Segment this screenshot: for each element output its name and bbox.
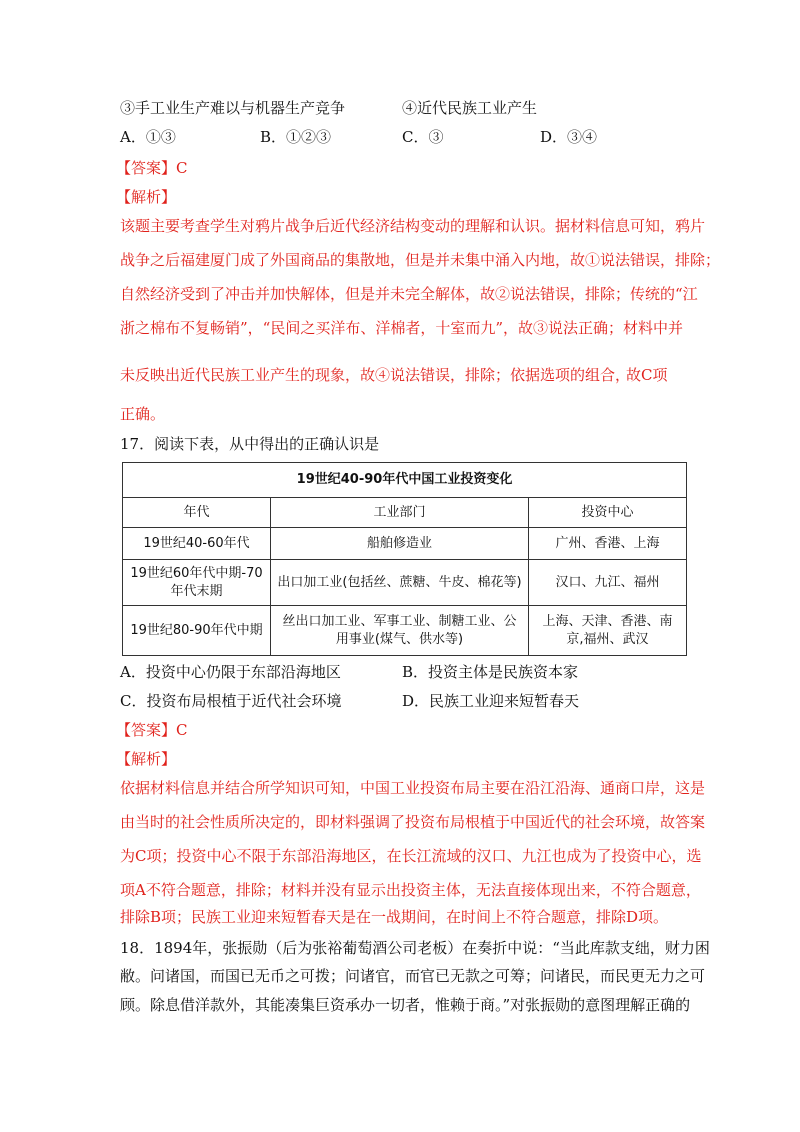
q17-option-b[interactable]: B．投资主体是民族资本家 — [402, 663, 579, 681]
q16-option-a[interactable]: A．①③ — [120, 128, 176, 146]
table-header-cell: 投资中心 — [529, 498, 687, 528]
table-cell: 上海、天津、香港、南京,福州、武汉 — [529, 606, 687, 656]
investment-table — [122, 462, 687, 656]
q18-stem-line: 18．1894年，张振勋（后为张裕葡萄酒公司老板）在奏折中说：“当此库款支绌，财力困 — [120, 939, 710, 957]
q16-item-3: ③手工业生产难以与机器生产竞争 — [120, 99, 346, 117]
table-row — [123, 560, 687, 606]
q16-analysis-line-tail: 故C项 — [626, 366, 668, 384]
table-row — [123, 606, 687, 656]
table-row — [123, 528, 687, 560]
table-cell: 19世纪40-60年代 — [123, 528, 271, 560]
q17-analysis-line: 为C项；投资中心不限于东部沿海地区，在长江流域的汉口、九江也成为了投资中心，选 — [120, 847, 702, 865]
q16-option-d[interactable]: D．③④ — [540, 128, 598, 146]
q17-analysis-line: 排除B项；民族工业迎来短暂春天是在一战期间，在时间上不符合题意，排除D项。 — [120, 908, 669, 926]
q16-answer: 【答案】C — [116, 159, 188, 177]
q17-stem: 17．阅读下表，从中得出的正确认识是 — [120, 435, 380, 453]
q16-option-c[interactable]: C．③ — [402, 128, 444, 146]
q18-stem-line: 顾。除息借洋款外，其能凑集巨资承办一切者，惟赖于商。”对张振勋的意图理解正确的 — [120, 996, 691, 1014]
q17-analysis-label: 【解析】 — [116, 750, 177, 768]
table-cell: 19世纪60年代中期-70年代末期 — [123, 560, 271, 606]
q17-answer: 【答案】C — [116, 721, 188, 739]
q16-analysis-line: 正确。 — [120, 405, 166, 423]
q17-option-d[interactable]: D．民族工业迎来短暂春天 — [402, 692, 580, 710]
table-header-cell: 工业部门 — [271, 498, 529, 528]
q17-option-c[interactable]: C．投资布局根植于近代社会环境 — [120, 692, 342, 710]
q17-option-a[interactable]: A．投资中心仍限于东部沿海地区 — [120, 663, 341, 681]
table-cell: 19世纪80-90年代中期 — [123, 606, 271, 656]
q17-analysis-line: 项A不符合题意，排除；材料并没有显示出投资主体，无法直接体现出来，不符合题意， — [120, 881, 701, 899]
q16-analysis-line: 浙之棉布不复畅销”，“民间之买洋布、洋棉者，十室而九”，故③说法正确；材料中并 — [120, 319, 684, 337]
q17-analysis-line: 依据材料信息并结合所学知识可知，中国工业投资布局主要在沿江沿海、通商口岸，这是 — [120, 779, 706, 797]
table-cell: 船舶修造业 — [271, 528, 529, 560]
table-title: 19世纪40-90年代中国工业投资变化 — [123, 463, 687, 498]
q16-item-4: ④近代民族工业产生 — [402, 99, 538, 117]
q18-stem-line: 敝。问诸国，而国已无币之可拨；问诸官，而官已无款之可筹；问诸民，而民更无力之可 — [120, 967, 706, 985]
q16-analysis-line: 未反映出近代民族工业产生的现象，故④说法错误，排除；依据选项的组合， — [120, 366, 631, 384]
q16-analysis-line: 自然经济受到了冲击并加快解体，但是并未完全解体，故②说法错误，排除；传统的“江 — [120, 285, 698, 303]
table-cell: 广州、香港、上海 — [529, 528, 687, 560]
q16-analysis-line: 该题主要考查学生对鸦片战争后近代经济结构变动的理解和认识。据材料信息可知，鸦片 — [120, 217, 706, 235]
q16-analysis-label: 【解析】 — [116, 188, 177, 206]
table-header-cell: 年代 — [123, 498, 271, 528]
q16-option-b[interactable]: B．①②③ — [260, 128, 332, 146]
q17-analysis-line: 由当时的社会性质所决定的，即材料强调了投资布局根植于中国近代的社会环境，故答案 — [120, 813, 706, 831]
table-cell: 汉口、九江、福州 — [529, 560, 687, 606]
table-cell: 丝出口加工业、军事工业、制糖工业、公用事业(煤气、供水等) — [271, 606, 529, 656]
q16-analysis-line: 战争之后福建厦门成了外国商品的集散地，但是并未集中涌入内地，故①说法错误，排除； — [120, 251, 721, 269]
table-cell: 出口加工业(包括丝、蔗糖、牛皮、棉花等) — [271, 560, 529, 606]
